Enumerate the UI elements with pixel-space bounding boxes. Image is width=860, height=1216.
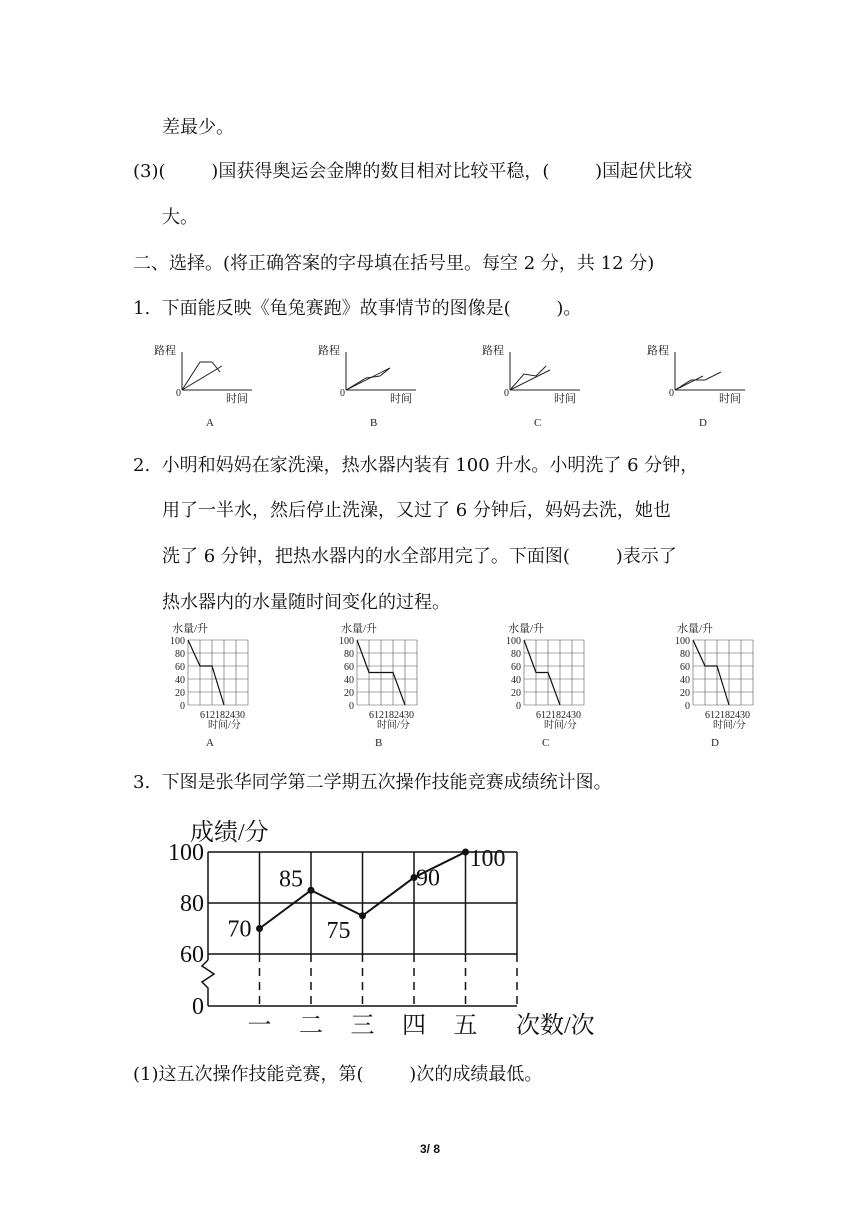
q2-ytick: 80 bbox=[175, 649, 185, 660]
chart-ytick: 100 bbox=[168, 840, 204, 866]
q2-ytick: 60 bbox=[511, 662, 521, 673]
q1-ylabel: 路程 bbox=[318, 345, 340, 357]
chart-ytick: 80 bbox=[180, 891, 204, 917]
q2-xlabel: 时间/分 bbox=[544, 720, 577, 731]
q2-ytick: 40 bbox=[511, 675, 521, 686]
q1-origin: 0 bbox=[669, 388, 674, 399]
q1-curve bbox=[675, 372, 721, 390]
chart-xtick: 三 bbox=[350, 1013, 375, 1039]
q1-ylabel: 路程 bbox=[154, 345, 176, 357]
q2-xticks: 612182430 bbox=[536, 710, 581, 721]
question-2-line-1: 2. 小明和妈妈在家洗澡，热水器内装有 100 升水。小明洗了 6 分钟， bbox=[133, 455, 699, 476]
chart-data-label: 90 bbox=[416, 865, 440, 892]
q1-xlabel: 时间 bbox=[390, 393, 412, 405]
q2-xlabel: 时间/分 bbox=[208, 720, 241, 731]
q1-curve bbox=[346, 368, 390, 390]
q2-ytick: 60 bbox=[175, 662, 185, 673]
q2-ytick: 0 bbox=[685, 701, 690, 712]
q2-ytick: 40 bbox=[344, 675, 354, 686]
q2-ytick: 20 bbox=[175, 688, 185, 699]
question-3: 3. 下图是张华同学第二学期五次操作技能竞赛成绩统计图。 bbox=[133, 772, 612, 793]
q1-xlabel: 时间 bbox=[719, 393, 741, 405]
q1-origin: 0 bbox=[176, 388, 181, 399]
page-number: 3/ 8 bbox=[419, 1142, 440, 1156]
q1-option-label: D bbox=[699, 417, 707, 429]
q2-ytick: 100 bbox=[170, 636, 185, 647]
q2-xticks: 612182430 bbox=[705, 710, 750, 721]
chart-point bbox=[308, 887, 315, 894]
q2-ytick: 100 bbox=[675, 636, 690, 647]
q2-curve bbox=[693, 640, 729, 705]
q1-option-label: B bbox=[370, 417, 378, 429]
q1-origin: 0 bbox=[340, 388, 345, 399]
q2-ytick: 60 bbox=[344, 662, 354, 673]
q1-option-label: A bbox=[206, 417, 214, 429]
q2-ytick: 0 bbox=[180, 701, 185, 712]
section-heading: 二、选择。(将正确答案的字母填在括号里。每空 2 分，共 12 分) bbox=[133, 253, 655, 274]
q2-ytick: 100 bbox=[506, 636, 521, 647]
chart-data-label: 85 bbox=[279, 866, 303, 893]
q2-option-label: D bbox=[711, 737, 719, 749]
q1-graphs bbox=[0, 336, 860, 466]
question-2-line-3: 洗了 6 分钟，把热水器内的水全部用完了。下面图( )表示了 bbox=[162, 546, 677, 567]
q2-curve bbox=[188, 640, 224, 705]
q2-ylabel: 水量/升 bbox=[508, 623, 545, 635]
q2-option-label: B bbox=[375, 737, 383, 749]
q2-xticks: 612182430 bbox=[200, 710, 245, 721]
q1-curve bbox=[182, 366, 222, 390]
question-3-3: (3)( )国获得奥运会金牌的数目相对比较平稳，( )国起伏比较 bbox=[133, 161, 693, 182]
q2-xlabel: 时间/分 bbox=[713, 720, 746, 731]
q2-ytick: 60 bbox=[680, 662, 690, 673]
text-line: 差最少。 bbox=[162, 117, 234, 138]
q2-ylabel: 水量/升 bbox=[341, 623, 378, 635]
chart-ytick: 0 bbox=[192, 994, 204, 1020]
chart-data-label: 100 bbox=[469, 846, 506, 872]
q1-origin: 0 bbox=[504, 388, 509, 399]
q2-xticks: 612182430 bbox=[369, 710, 414, 721]
q2-ytick: 20 bbox=[344, 688, 354, 699]
q2-option-label: A bbox=[206, 737, 214, 749]
q1-xlabel: 时间 bbox=[226, 393, 248, 405]
chart-xlabel: 次数/次 bbox=[516, 1013, 595, 1039]
question-3-1: (1)这五次操作技能竞赛，第( )次的成绩最低。 bbox=[133, 1064, 543, 1085]
q1-curve bbox=[510, 366, 546, 390]
q2-option-label: C bbox=[542, 737, 550, 749]
q1-ylabel: 路程 bbox=[482, 345, 504, 357]
score-line-chart bbox=[0, 806, 860, 1046]
q1-option-label: C bbox=[534, 417, 542, 429]
chart-ylabel: 成绩/分 bbox=[190, 820, 269, 846]
q2-ytick: 80 bbox=[344, 649, 354, 660]
chart-xtick: 四 bbox=[402, 1013, 426, 1039]
q2-curve bbox=[524, 640, 560, 705]
q2-ytick: 40 bbox=[680, 675, 690, 686]
chart-ytick: 60 bbox=[180, 942, 204, 968]
q2-ytick: 40 bbox=[175, 675, 185, 686]
question-2-line-2: 用了一半水，然后停止洗澡，又过了 6 分钟后，妈妈去洗，她也 bbox=[162, 500, 671, 521]
chart-xtick: 一 bbox=[247, 1013, 272, 1039]
text-line: 大。 bbox=[162, 207, 198, 228]
q1-curve bbox=[675, 376, 703, 390]
q2-ytick: 20 bbox=[511, 688, 521, 699]
q2-ytick: 100 bbox=[339, 636, 354, 647]
chart-data-label: 70 bbox=[227, 916, 252, 943]
chart-point bbox=[359, 912, 366, 919]
chart-point bbox=[256, 925, 263, 932]
q2-xlabel: 时间/分 bbox=[377, 720, 410, 731]
q2-ylabel: 水量/升 bbox=[677, 623, 714, 635]
q1-curve bbox=[510, 370, 550, 390]
question-1: 1. 下面能反映《龟兔赛跑》故事情节的图像是( )。 bbox=[133, 298, 582, 319]
chart-data-label: 75 bbox=[326, 917, 351, 944]
q2-ytick: 80 bbox=[680, 649, 690, 660]
q2-ytick: 20 bbox=[680, 688, 690, 699]
q1-curve bbox=[182, 362, 220, 390]
q1-ylabel: 路程 bbox=[647, 345, 669, 357]
q1-xlabel: 时间 bbox=[554, 393, 576, 405]
chart-xtick: 五 bbox=[453, 1013, 478, 1039]
q2-ytick: 0 bbox=[516, 701, 521, 712]
question-2-line-4: 热水器内的水量随时间变化的过程。 bbox=[162, 592, 450, 613]
q2-graphs bbox=[0, 618, 860, 758]
q2-ytick: 0 bbox=[349, 701, 354, 712]
q2-ylabel: 水量/升 bbox=[172, 623, 209, 635]
q2-ytick: 80 bbox=[511, 649, 521, 660]
chart-xtick: 二 bbox=[299, 1013, 323, 1039]
chart-point bbox=[462, 849, 469, 856]
